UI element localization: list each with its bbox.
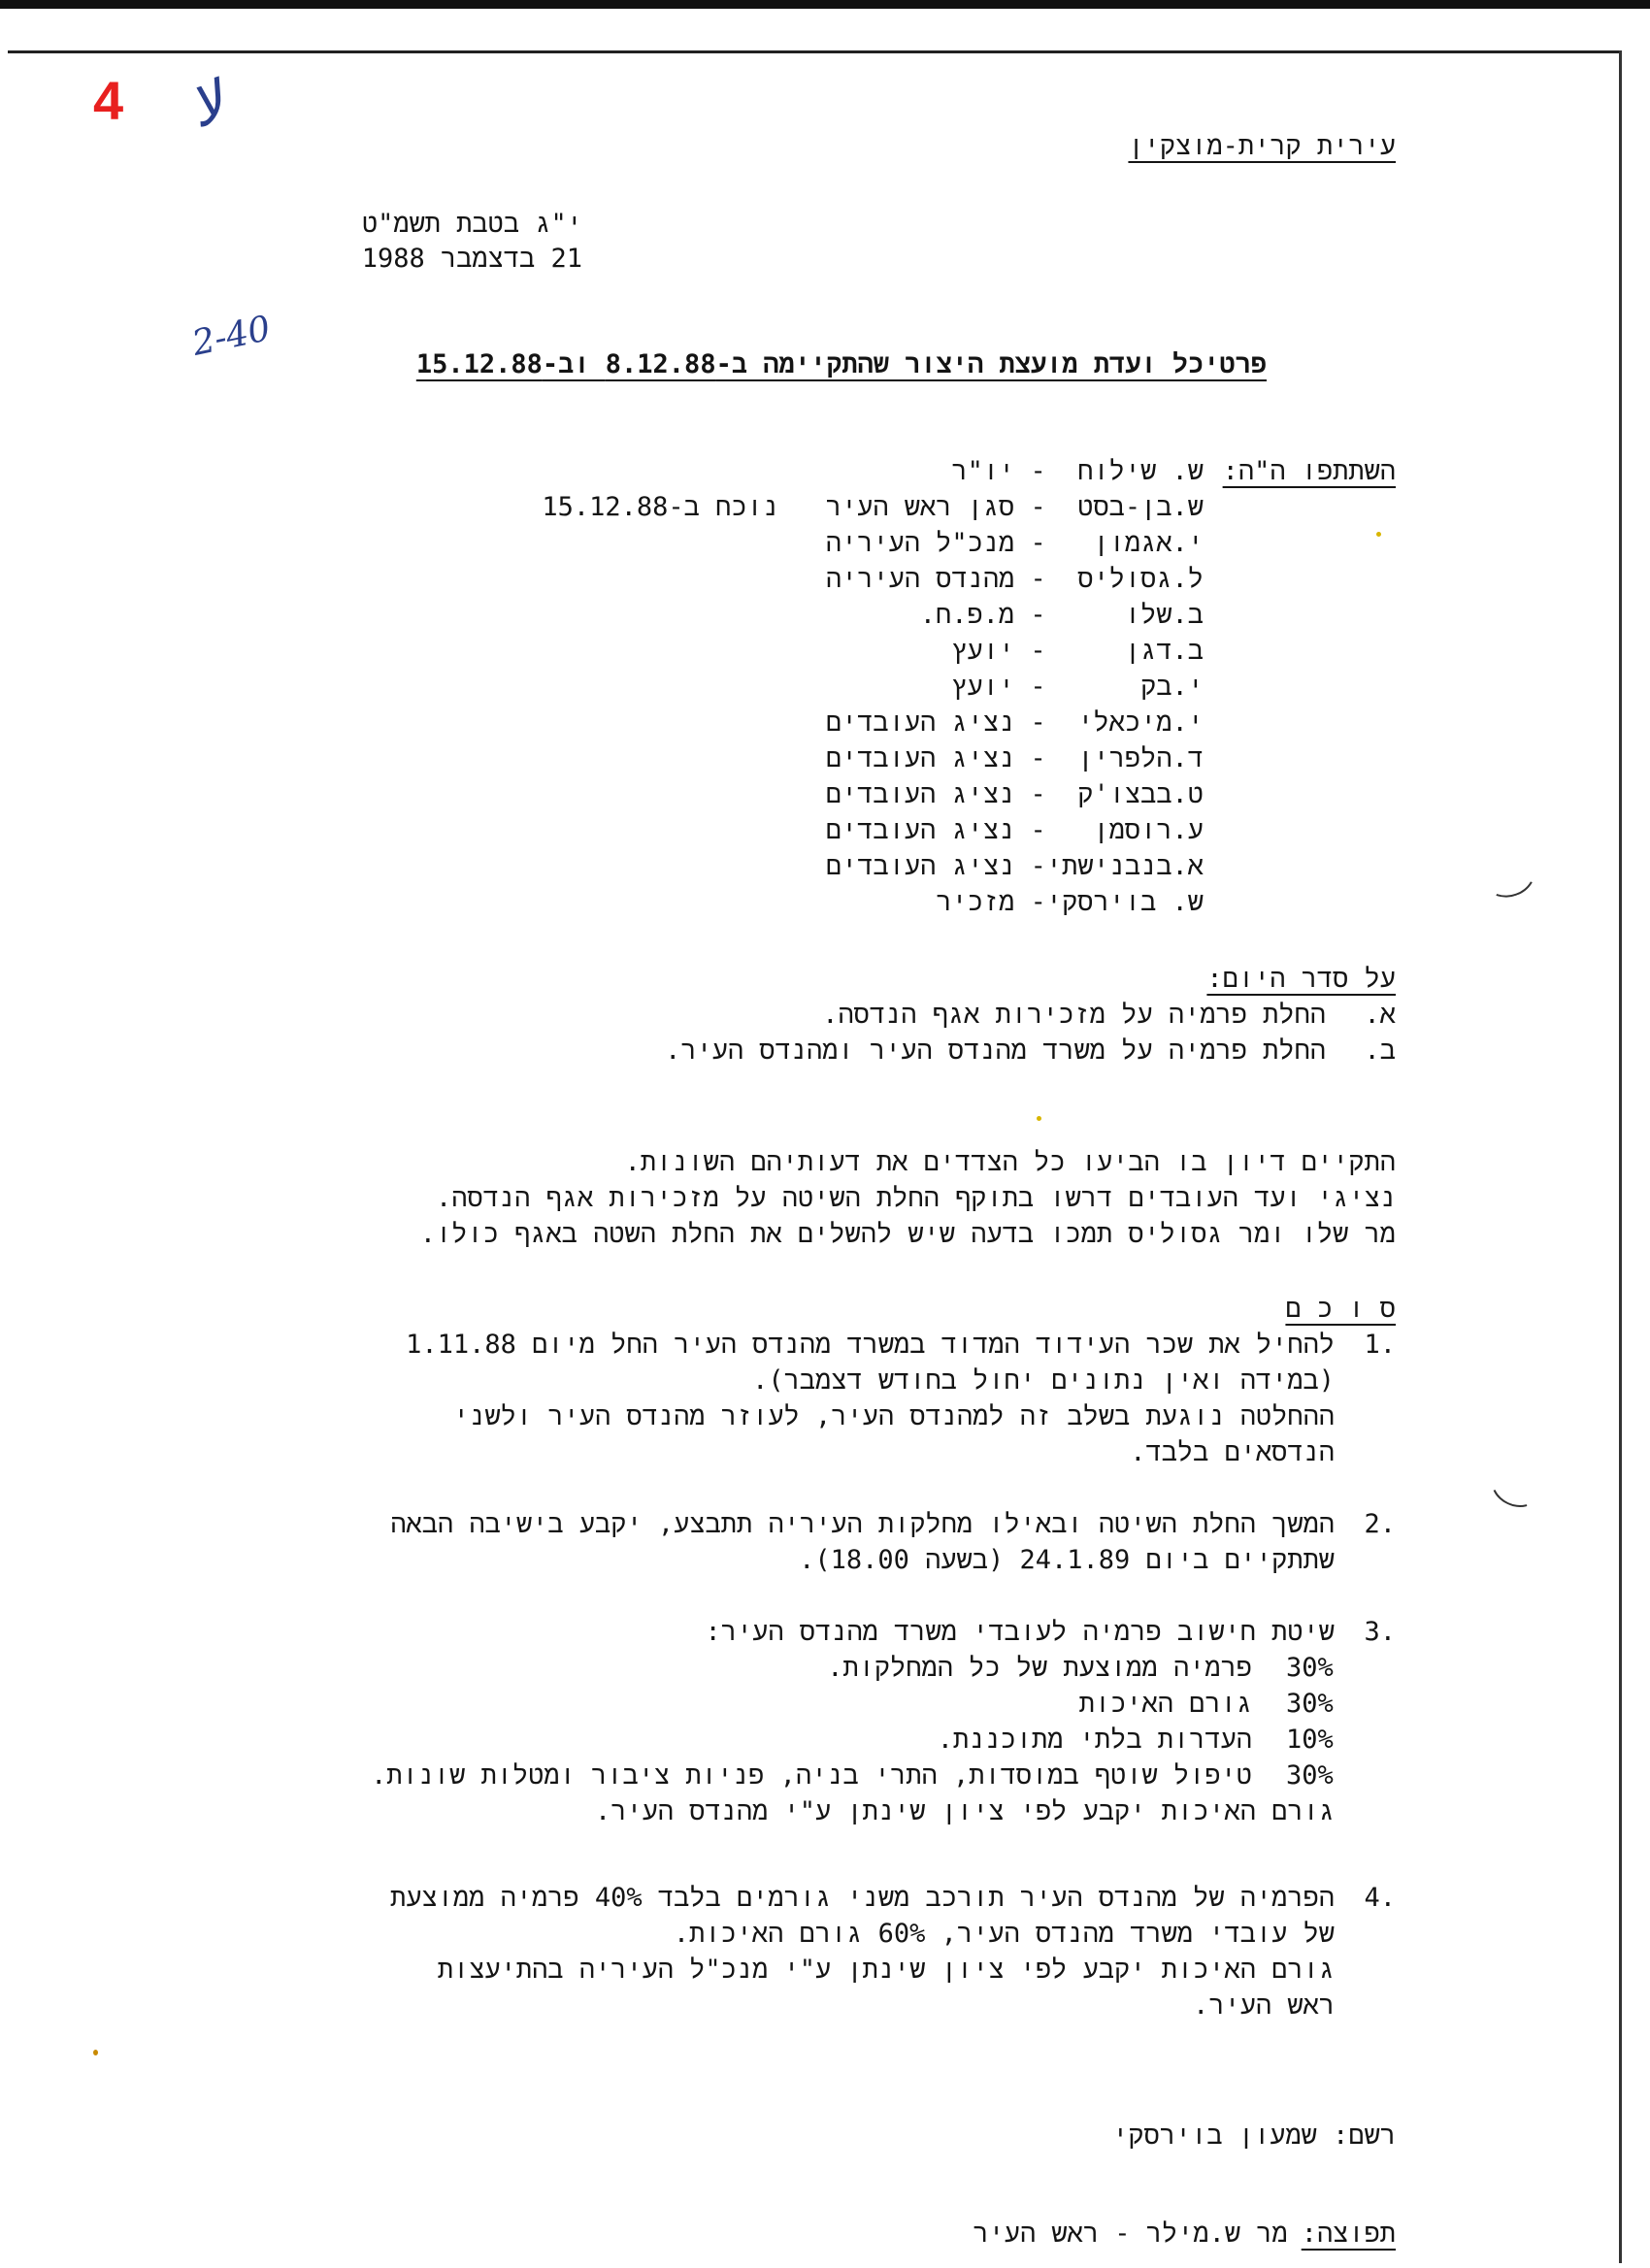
summary-line: שתתקיים ביום 24.1.89 (בשעה 18.00). xyxy=(799,1545,1335,1575)
recorded-by: רשם: שמעון בוירסקי xyxy=(1112,2120,1396,2151)
summary-item-number: .2 xyxy=(1364,1509,1396,1539)
agenda-item-text: החלת פרמיה על משרד מהנדס העיר ומהנדס העיר. xyxy=(665,1035,1326,1066)
participant-row: ב.שלו - מ.פ.ח. xyxy=(919,600,1204,630)
component-text: גורם האיכות xyxy=(1078,1689,1252,1719)
component-percent: 30% xyxy=(1286,1689,1334,1719)
summary-heading: ס ו כ ם xyxy=(1285,1294,1396,1324)
hebrew-date: י"ג בטבת תשמ"ט xyxy=(361,209,582,239)
distribution xyxy=(973,2216,1396,2252)
scan-speck xyxy=(1376,532,1381,537)
component-percent: 10% xyxy=(1286,1725,1334,1755)
participant-row: ש. בוירסקי- מזכיר xyxy=(936,887,1204,917)
participant-row: ל.גסוליס - מהנדס העיריה xyxy=(825,564,1204,594)
component-percent: 30% xyxy=(1286,1653,1334,1683)
municipality-name: עירית קרית-מוצקין xyxy=(1128,131,1396,161)
summary-line: של עובדי משרד מהנדס העיר, 60% גורם האיכות. xyxy=(673,1919,1335,1949)
agenda-item-text: החלת פרמיה על מזכירות אגף הנדסה. xyxy=(822,1000,1326,1030)
participant-row: ש. שילוח - יו"ר xyxy=(951,456,1204,486)
component-text: העדרות בלתי מתוכננת. xyxy=(937,1725,1252,1755)
summary-line: ראש העיר. xyxy=(1193,1990,1335,2021)
summary-item-number: .3 xyxy=(1364,1617,1396,1647)
participants-label: השתתפו ה"ה: xyxy=(1222,456,1396,486)
participant-row: ש.בן-בסט - סגן ראש העיר נוכח ב-15.12.88 xyxy=(542,492,1204,522)
summary-line: שיטת חישוב פרמיה לעובדי משרד מהנדס העיר: xyxy=(705,1617,1335,1647)
document-title: פרטיכל ועדת מועצת היצור שהתקיימה ב-8.12.88 וב-15.12.88 xyxy=(415,349,1267,379)
distribution-label: תפוצה: xyxy=(1301,2219,1396,2249)
participant-row: י.מיכאלי - נציג העובדים xyxy=(825,707,1204,738)
summary-line: הנדסאים בלבד. xyxy=(1130,1437,1335,1467)
discussion-line: התקיים דיון בו הביעו כל הצדדים את דעותיהם השונות. xyxy=(624,1147,1396,1177)
handwritten-note: 2-40 xyxy=(188,309,275,364)
summary-line: (במידה ואין נתונים יחול בחודש דצמבר). xyxy=(752,1365,1335,1396)
component-percent: 30% xyxy=(1286,1760,1334,1791)
discussion-line: מר שלו ומר גסוליס תמכו בדעה שיש להשלים את החלת השטה באגף כולו. xyxy=(419,1219,1396,1249)
summary-line: ההחלטה נוגעת בשלב זה למהנדס העיר, לעוזר מהנדס העיר ולשני xyxy=(453,1401,1335,1431)
component-text: טיפול שוטף במוסדות, התרי בניה, פניות ציבור ומטלות שונות. xyxy=(371,1760,1252,1791)
agenda-item-letter: א. xyxy=(1364,1000,1396,1030)
summary-line: גורם האיכות יקבע לפי ציון שינתן ע"י מהנדס העיר. xyxy=(594,1796,1335,1826)
participant-row: י.אגמון - מנכ"ל העיריה xyxy=(825,528,1204,558)
agenda-item-letter: ב. xyxy=(1364,1035,1396,1066)
participant-row: א.בנבנישתי- נציג העובדים xyxy=(825,851,1204,881)
scan-top-border xyxy=(0,0,1650,9)
agenda-heading: על סדר היום: xyxy=(1206,964,1396,994)
summary-item-number: .1 xyxy=(1364,1330,1396,1360)
summary-line: הפרמיה של מהנדס העיר תורכב משני גורמים בלבד 40% פרמיה ממוצעת xyxy=(390,1883,1335,1913)
participant-row: ע.רוסמן - נציג העובדים xyxy=(825,815,1204,845)
summary-line: גורם האיכות יקבע לפי ציון שינתן ע"י מנכ"ל העיריה בהתיעצות xyxy=(437,1955,1335,1985)
participant-row: ד.הלפרין - נציג העובדים xyxy=(825,743,1204,773)
discussion-line: נציגי ועד העובדים דרשו בתוקף החלת השיטה על מזכירות אגף הנדסה. xyxy=(436,1183,1396,1213)
agenda-item xyxy=(665,1033,1396,1068)
participant-row: י.בק - יועץ xyxy=(951,672,1204,702)
handwritten-initials: لا xyxy=(181,68,232,142)
page-right-edge xyxy=(1619,50,1622,2263)
scan-mark xyxy=(1485,1457,1548,1515)
participant-row: ט.בבצו'ק - נציג העובדים xyxy=(825,779,1204,809)
distribution-text: מר ש.מילר - ראש העיר xyxy=(973,2219,1288,2249)
scan-mark xyxy=(1477,846,1541,904)
summary-line: להחיל את שכר העידוד המדוד במשרד מהנדס העיר החל מיום 1.11.88 xyxy=(406,1330,1335,1360)
page-number: 4 xyxy=(93,70,124,131)
participant-row: ב.דגן - יועץ xyxy=(951,636,1204,666)
scan-speck xyxy=(93,2050,98,2055)
gregorian-date: 21 בדצמבר 1988 xyxy=(361,244,582,274)
scan-speck xyxy=(1037,1116,1041,1121)
summary-line: המשך החלת השיטה ובאילו מחלקות העיריה תתבצע, יקבע בישיבה הבאה xyxy=(390,1509,1335,1539)
agenda-item xyxy=(822,997,1396,1033)
summary-item-number: .4 xyxy=(1364,1883,1396,1913)
header-rule xyxy=(8,50,1619,53)
component-text: פרמיה ממוצעת של כל המחלקות. xyxy=(827,1653,1252,1683)
